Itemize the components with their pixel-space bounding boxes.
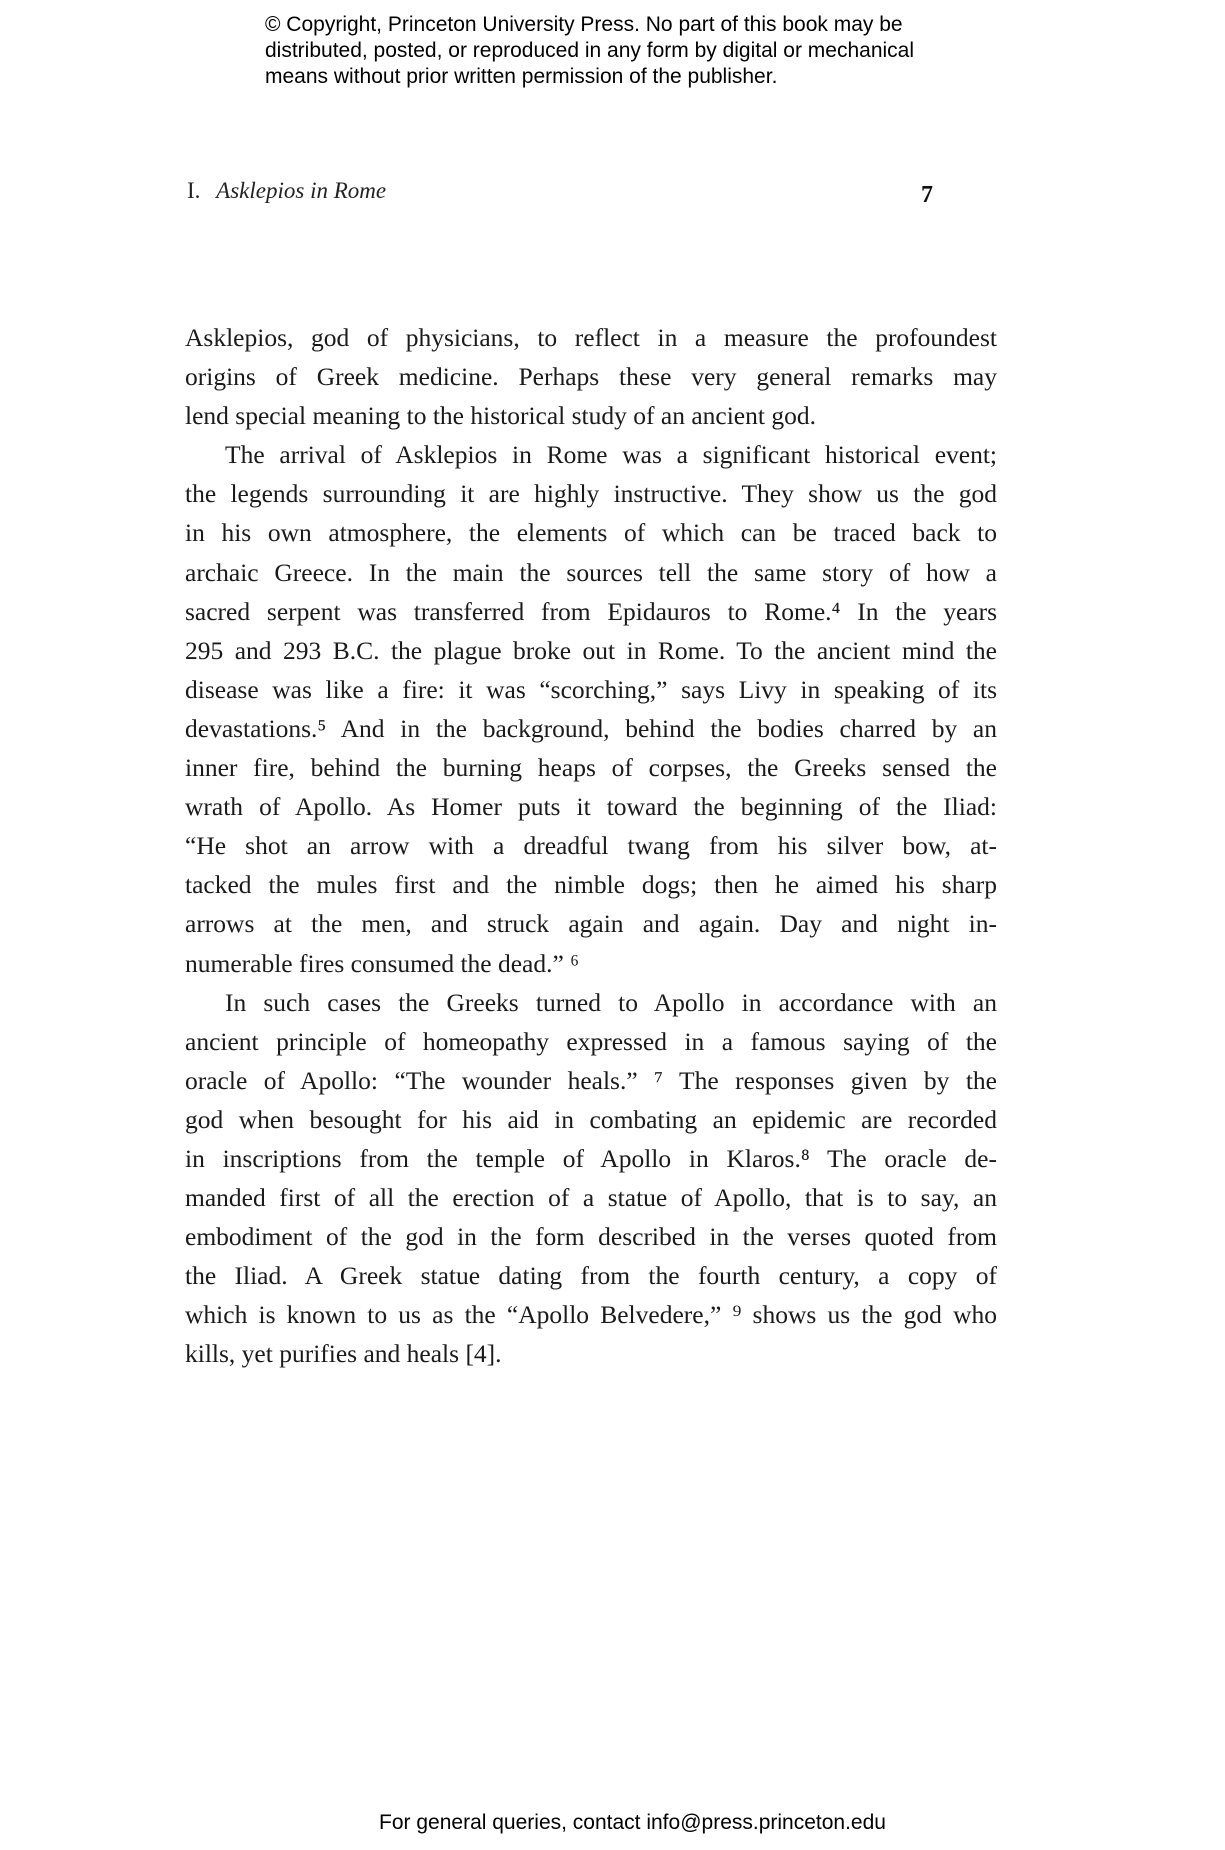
chapter-title: Asklepios in Rome xyxy=(216,178,387,203)
copyright-line: distributed, posted, or reproduced in any form by digital or mechanical xyxy=(265,39,915,62)
text-line: disease was like a fire: it was “scorching,” says Livy in speaking of its xyxy=(185,674,997,704)
text-line: god when besought for his aid in combating an epidemic are recorded xyxy=(185,1104,997,1134)
text-line: ancient principle of homeopathy expressed in a famous saying of the xyxy=(185,1026,997,1056)
text-line: which is known to us as the “Apollo Belvedere,” ⁹ shows us the god who xyxy=(185,1300,997,1330)
text-line: wrath of Apollo. As Homer puts it toward the beginning of the Iliad: xyxy=(185,792,997,822)
text-line: The arrival of Asklepios in Rome was a significant historical event; xyxy=(225,440,997,470)
text-line: archaic Greece. In the main the sources tell the same story of how a xyxy=(185,557,997,587)
text-line: origins of Greek medicine. Perhaps these very general remarks may xyxy=(185,362,997,392)
chapter-number: I. xyxy=(187,178,201,203)
text-line: the legends surrounding it are highly instructive. They show us the god xyxy=(185,479,997,509)
text-line: Asklepios, god of physicians, to reflect in a measure the profoundest xyxy=(185,323,997,352)
text-line: kills, yet purifies and heals [4]. xyxy=(185,1339,502,1369)
footer-contact: For general queries, contact info@press.princeton.edu xyxy=(379,1811,886,1834)
text-line: lend special meaning to the historical study of an ancient god. xyxy=(185,401,816,431)
text-line: in his own atmosphere, the elements of which can be traced back to xyxy=(185,518,997,548)
copyright-line: means without prior written permission of the publisher. xyxy=(265,65,778,88)
text-line: oracle of Apollo: “The wounder heals.” ⁷ The responses given by the xyxy=(185,1065,997,1095)
text-line: numerable fires consumed the dead.” ⁶ xyxy=(185,948,580,978)
text-line: In such cases the Greeks turned to Apollo in accordance with an xyxy=(225,987,997,1017)
copyright-notice xyxy=(265,12,1025,90)
copyright-line: © Copyright, Princeton University Press. No part of this book may be xyxy=(265,13,903,36)
page-number: 7 xyxy=(921,182,933,208)
text-line: tacked the mules first and the nimble dogs; then he aimed his sharp xyxy=(185,870,997,900)
text-line: inner fire, behind the burning heaps of corpses, the Greeks sensed the xyxy=(185,753,997,783)
text-line: 295 and 293 B.C. the plague broke out in Rome. To the ancient mind the xyxy=(185,635,997,665)
text-line: in inscriptions from the temple of Apollo in Klaros.⁸ The oracle de- xyxy=(185,1143,997,1173)
text-line: “He shot an arrow with a dreadful twang from his silver bow, at- xyxy=(185,831,997,861)
text-line: embodiment of the god in the form described in the verses quoted from xyxy=(185,1222,997,1252)
text-line: the Iliad. A Greek statue dating from the fourth century, a copy of xyxy=(185,1261,997,1291)
text-line: sacred serpent was transferred from Epidauros to Rome.⁴ In the years xyxy=(185,596,997,626)
running-head xyxy=(187,178,386,204)
text-line: manded first of all the erection of a statue of Apollo, that is to say, an xyxy=(185,1183,997,1213)
text-line: arrows at the men, and struck again and again. Day and night in- xyxy=(185,909,997,939)
text-line: devastations.⁵ And in the background, behind the bodies charred by an xyxy=(185,713,997,743)
body-text xyxy=(185,318,997,1374)
